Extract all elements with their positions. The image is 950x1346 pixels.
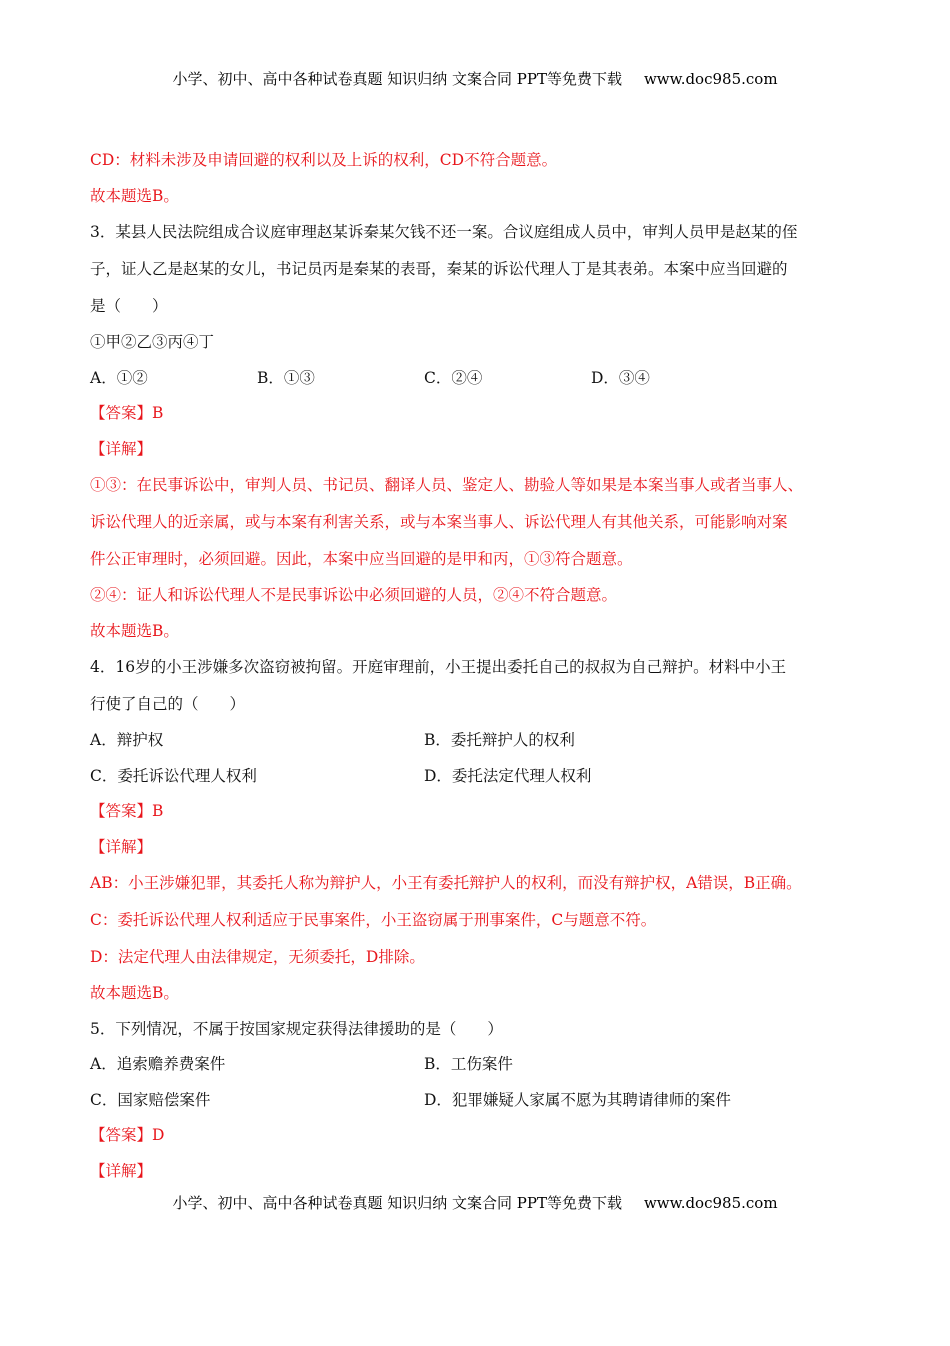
header-site: www.doc985.com [643, 70, 778, 88]
footer-text: 小学、初中、高中各种试卷真题 知识归纳 文案合同 PPT等免费下载 [172, 1194, 622, 1212]
q5-option-a: A．追索赡养费案件 [90, 1055, 226, 1073]
q5-option-c: C．国家赔偿案件 [90, 1090, 211, 1109]
q3-items: ①甲②乙③丙④丁 [90, 333, 215, 351]
footer-site: www.doc985.com [643, 1194, 778, 1212]
q3-answer-value: B [152, 404, 164, 422]
q4-option-d: D．委托法定代理人权利 [424, 766, 592, 785]
q4-option-b: B．委托辩护人的权利 [424, 731, 575, 749]
q3-explanation-line-1: ①③：在民事诉讼中，审判人员、书记员、翻译人员、鉴定人、勘验人等如果是本案当事人或者当事人、 [90, 476, 804, 494]
document-body [90, 143, 870, 1189]
q5-detail-tag: 【详解】 [90, 1161, 153, 1180]
q5-answer-tag: 【答案】 [90, 1126, 153, 1144]
q4-detail-tag: 【详解】 [90, 837, 153, 856]
q4-explanation-line-2: C：委托诉讼代理人权利适应于民事案件，小王盗窃属于刑事案件，C与题意不符。 [90, 911, 657, 929]
q3-explanation-line-4: ②④：证人和诉讼代理人不是民事诉讼中必须回避的人员，②④不符合题意。 [90, 586, 618, 604]
q4-stem-line-1: 4．16岁的小王涉嫌多次盗窃被拘留。开庭审理前，小王提出委托自己的叔叔为自己辩护。材料中小王 [90, 658, 787, 676]
q4-options-row-1 [90, 723, 870, 759]
q5-options-row-1 [90, 1047, 870, 1083]
page-footer [0, 1192, 950, 1213]
page-header [0, 68, 950, 89]
q4-explanation-line-3: D：法定代理人由法律规定，无须委托，D排除。 [90, 948, 425, 966]
q3-answer-tag: 【答案】 [90, 404, 153, 422]
q3-option-d: D．③④ [591, 368, 650, 387]
q4-conclusion: 故本题选B。 [90, 984, 179, 1002]
q5-option-b: B．工伤案件 [424, 1055, 513, 1073]
prev-conclusion: 故本题选B。 [90, 186, 179, 205]
q4-explanation-line-1: AB：小王涉嫌犯罪，其委托人称为辩护人，小王有委托辩护人的权利，而没有辩护权，A错误，B正确。 [90, 874, 802, 892]
q5-option-d: D．犯罪嫌疑人家属不愿为其聘请律师的案件 [424, 1090, 731, 1109]
q3-option-b: B．①③ [257, 368, 315, 387]
q5-options-row-2 [90, 1083, 870, 1119]
q3-option-c: C．②④ [424, 368, 483, 387]
q3-answer [90, 396, 870, 432]
q3-explanation-line-3: 件公正审理时，必须回避。因此，本案中应当回避的是甲和丙，①③符合题意。 [90, 550, 633, 568]
q4-options-row-2 [90, 759, 870, 795]
q4-stem-line-2: 行使了自己的（ ） [90, 695, 246, 713]
q3-explanation-line-2: 诉讼代理人的近亲属，或与本案有利害关系，或与本案当事人、诉讼代理人有其他关系，可能影响对案 [90, 513, 788, 531]
q5-answer [90, 1118, 870, 1154]
q5-answer-value: D [152, 1126, 165, 1144]
header-text: 小学、初中、高中各种试卷真题 知识归纳 文案合同 PPT等免费下载 [172, 70, 622, 88]
prev-explanation-cd: CD：材料未涉及申请回避的权利以及上诉的权利，CD不符合题意。 [90, 151, 558, 169]
q4-option-c: C．委托诉讼代理人权利 [90, 766, 257, 785]
q4-answer-tag: 【答案】 [90, 802, 153, 820]
q3-stem-line-2: 子，证人乙是赵某的女儿，书记员丙是秦某的表哥，秦某的诉讼代理人丁是其表弟。本案中应当回避的 [90, 260, 788, 278]
q4-answer [90, 794, 870, 830]
q3-detail-tag: 【详解】 [90, 439, 153, 458]
q3-stem-line-3: 是（ ） [90, 297, 168, 315]
q5-stem-line-1: 5．下列情况，不属于按国家规定获得法律援助的是（ ） [90, 1019, 503, 1038]
q3-option-a: A．①② [90, 368, 148, 387]
q3-conclusion: 故本题选B。 [90, 621, 179, 640]
q4-answer-value: B [152, 802, 164, 820]
q4-option-a: A．辩护权 [90, 731, 164, 749]
q3-stem-line-1: 3．某县人民法院组成合议庭审理赵某诉秦某欠钱不还一案。合议庭组成人员中，审判人员甲是赵某的侄 [90, 223, 798, 241]
q3-options [90, 361, 870, 397]
